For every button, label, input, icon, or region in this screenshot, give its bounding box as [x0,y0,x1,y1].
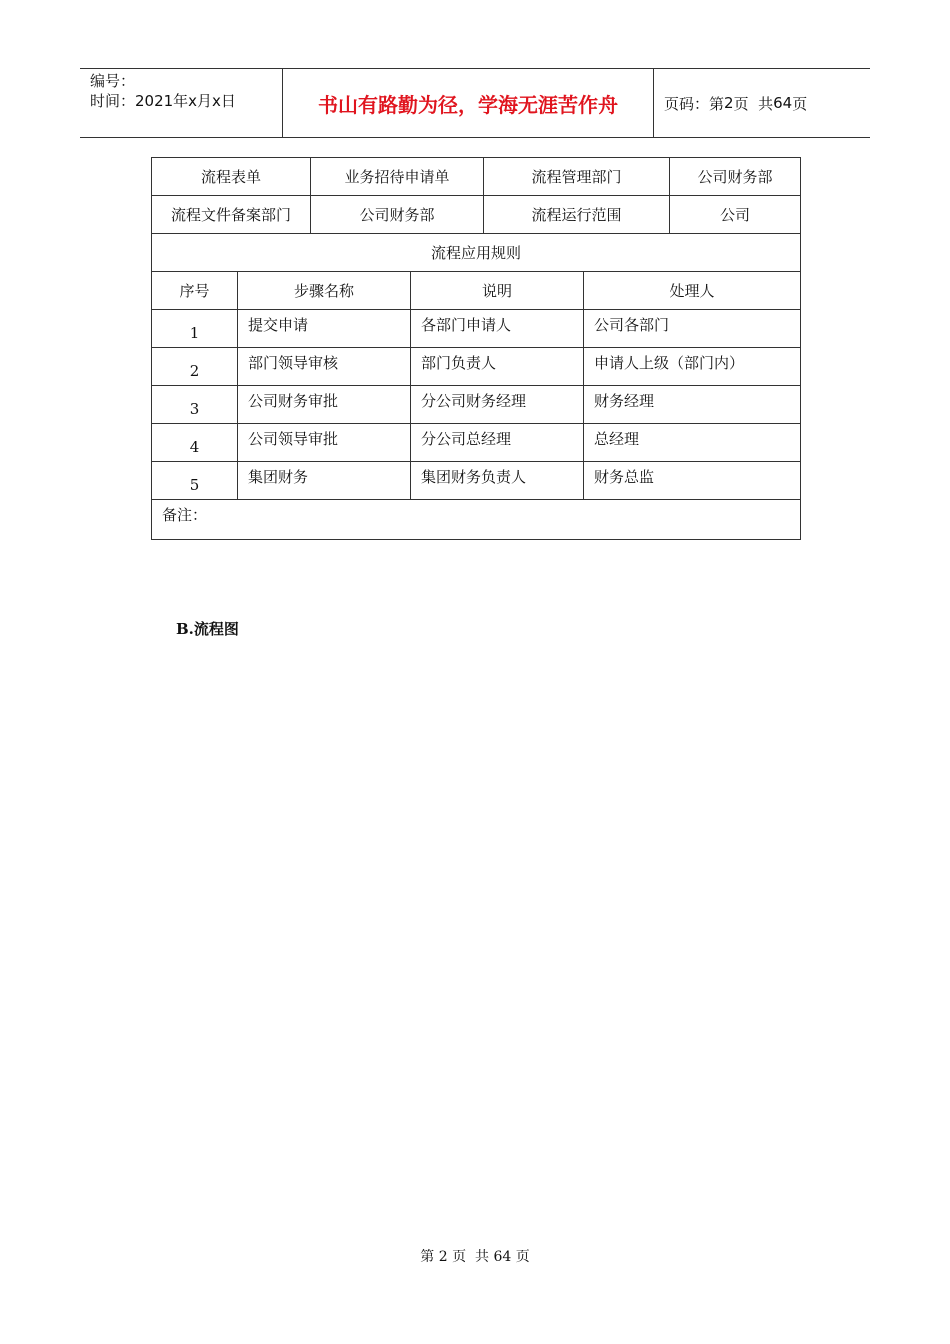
column-header-row [152,272,801,310]
doc-time: 时间：2021年x月x日 [90,92,236,110]
table-row [152,462,801,500]
meta-cell: 公司 [670,196,801,234]
step-handler: 公司各部门 [584,310,801,348]
page-prefix: 页码：第 [664,94,725,113]
meta-cell: 流程表单 [152,158,311,196]
step-handler: 总经理 [584,424,801,462]
step-name: 部门领导审核 [238,348,411,386]
step-number: 4 [152,424,238,462]
meta-row [152,158,801,196]
step-name: 提交申请 [238,310,411,348]
page-footer [0,1246,950,1266]
footer-suffix: 页 [515,1249,530,1265]
meta-row [152,196,801,234]
footer-mid: 页 共 [452,1249,489,1265]
column-header: 说明 [411,272,584,310]
step-description: 分公司财务经理 [411,386,584,424]
step-description: 各部门申请人 [411,310,584,348]
table-row [152,348,801,386]
page-header [80,68,870,138]
meta-cell: 业务招待申请单 [311,158,484,196]
step-number: 5 [152,462,238,500]
page-current: 2 [724,94,734,112]
step-description: 分公司总经理 [411,424,584,462]
step-handler: 申请人上级（部门内） [584,348,801,386]
table-row [152,386,801,424]
meta-cell: 流程管理部门 [484,158,670,196]
page-mid: 页 共 [733,94,774,113]
rules-title-row [152,234,801,272]
header-info [80,69,282,137]
step-description: 部门负责人 [411,348,584,386]
meta-cell: 流程运行范围 [484,196,670,234]
step-handler: 财务总监 [584,462,801,500]
column-header: 处理人 [584,272,801,310]
page-total: 64 [773,94,793,112]
meta-cell: 流程文件备案部门 [152,196,311,234]
table-row [152,310,801,348]
doc-number-label: 编号： [90,72,136,90]
column-header: 步骤名称 [238,272,411,310]
section-title: B.流程图 [176,620,239,638]
header-page-info [654,69,870,137]
note-row [152,500,801,540]
step-description: 集团财务负责人 [411,462,584,500]
step-name: 公司财务审批 [238,386,411,424]
note-label: 备注： [152,500,801,540]
footer-prefix: 第 [420,1249,435,1265]
table-row [152,424,801,462]
step-number: 3 [152,386,238,424]
footer-total: 64 [493,1249,512,1265]
step-number: 1 [152,310,238,348]
step-number: 2 [152,348,238,386]
step-name: 公司领导审批 [238,424,411,462]
process-table [151,157,801,540]
page-suffix: 页 [792,94,808,113]
step-name: 集团财务 [238,462,411,500]
column-header: 序号 [152,272,238,310]
meta-cell: 公司财务部 [670,158,801,196]
meta-cell: 公司财务部 [311,196,484,234]
footer-current: 2 [438,1249,448,1265]
rules-title: 流程应用规则 [152,234,801,272]
step-handler: 财务经理 [584,386,801,424]
header-motto: 书山有路勤为径，学海无涯苦作舟 [282,69,654,137]
